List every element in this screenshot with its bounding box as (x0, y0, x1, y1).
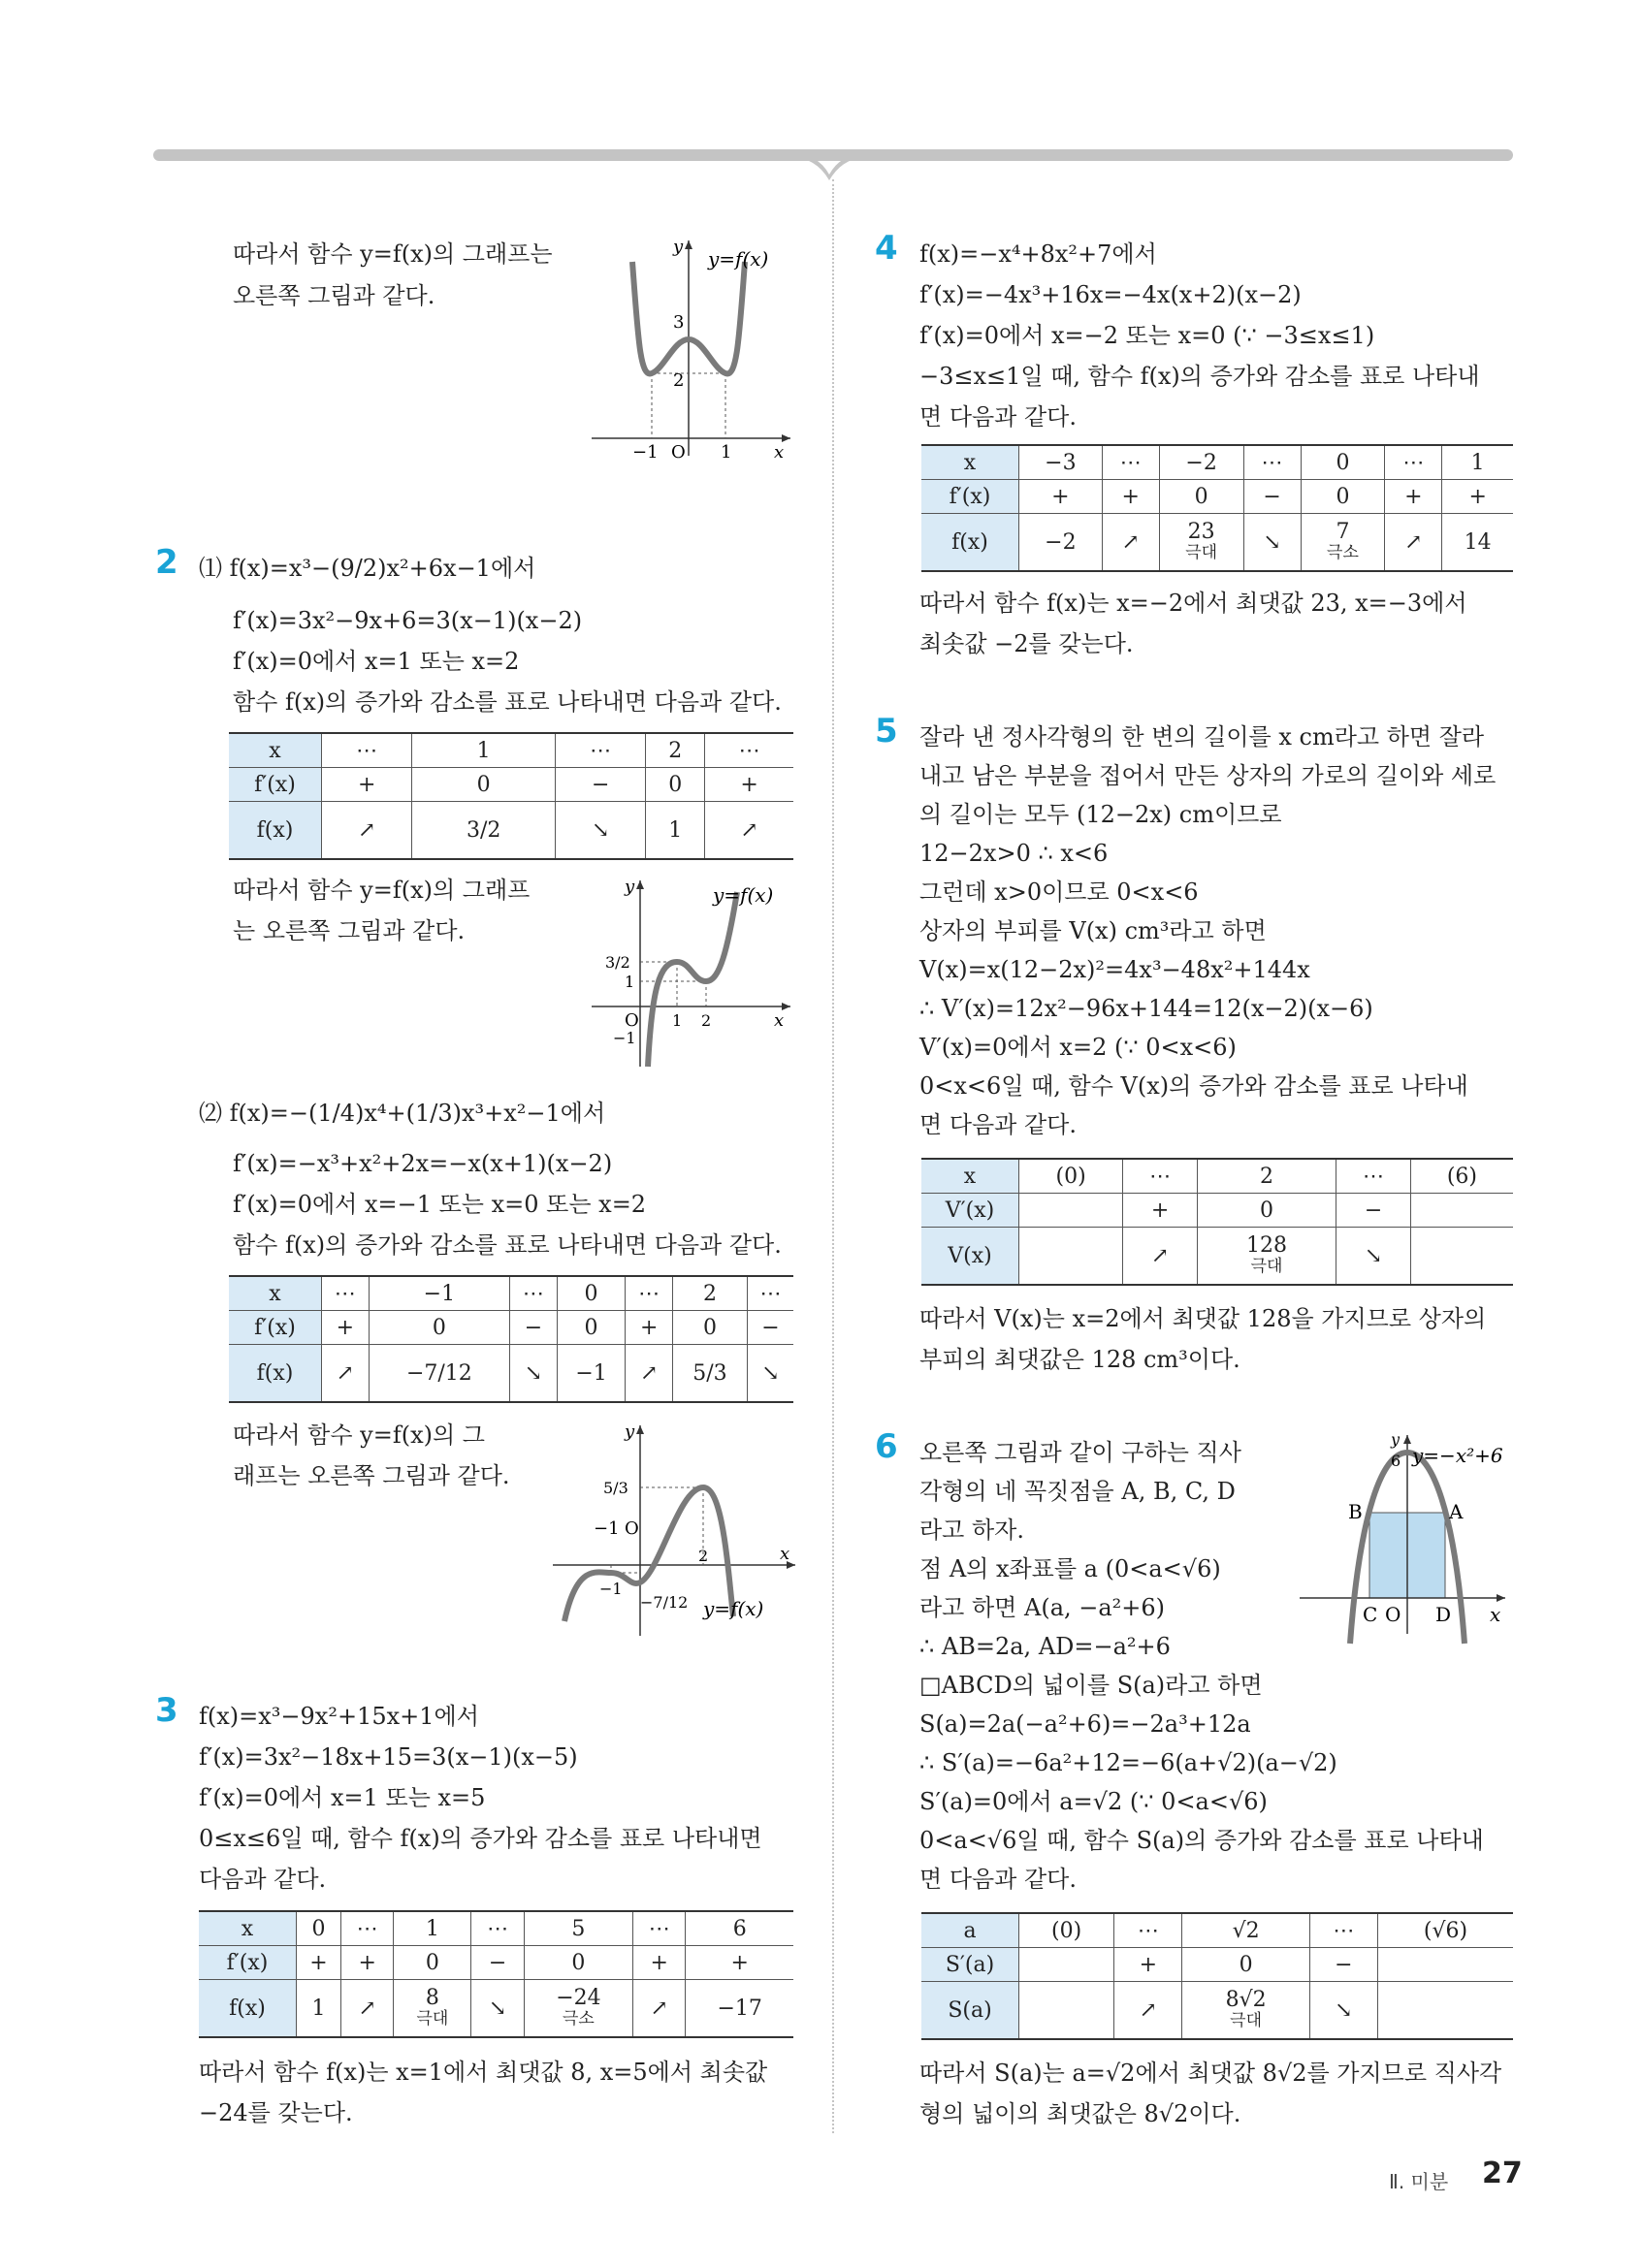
table-cell: ↘ (1336, 1228, 1411, 1286)
table-cell: √2 (1182, 1913, 1309, 1948)
tick-label: 1 (721, 442, 732, 463)
text-line: ∴ AB=2a, AD=−a²+6 (919, 1633, 1171, 1660)
table-cell: −2 (1019, 514, 1103, 572)
text-line: 면 다음과 같다. (919, 1111, 1077, 1138)
table-cell: ↗ (633, 1980, 686, 2038)
footer-section: Ⅱ. 미분 (1389, 2170, 1449, 2193)
table-cell: + (322, 768, 412, 802)
text-line: 그런데 x>0이므로 0<x<6 (919, 878, 1199, 906)
tick-label: 1 (672, 1011, 683, 1030)
table-cell: ⋯ (510, 1276, 558, 1311)
top-bar-notch (790, 145, 868, 180)
table-cell: + (705, 768, 793, 802)
tick-label: −7/12 (640, 1593, 689, 1612)
table-cell: −7/12 (369, 1345, 510, 1403)
text-line: 함수 f(x)의 증가와 감소를 표로 나타내면 다음과 같다. (233, 1231, 782, 1259)
table-cell: 3/2 (412, 802, 556, 860)
table-cell: + (686, 1946, 793, 1980)
table-cell: 0 (557, 1311, 626, 1345)
table-cell: − (556, 768, 646, 802)
tick-label: −1 (599, 1580, 623, 1598)
table-cell (1410, 1194, 1513, 1228)
table-cell: 1 (394, 1911, 471, 1946)
text-line: V(x)=x(12−2x)²=4x³−48x²+144x (919, 956, 1310, 983)
table-cell: f′(x) (921, 480, 1019, 514)
problem-number: 5 (875, 712, 898, 751)
table-cell: −3 (1019, 445, 1103, 480)
text-line: −24를 갖는다. (199, 2099, 353, 2126)
cell-value: 8 (425, 1986, 439, 2010)
tick-label: 5/3 (603, 1479, 628, 1497)
text-line: 따라서 함수 y=f(x)의 그래프는 (233, 240, 553, 268)
text-line: 따라서 V(x)는 x=2에서 최댓값 128을 가지므로 상자의 (919, 1305, 1487, 1332)
table-cell: 0 (1197, 1194, 1336, 1228)
variation-table (229, 732, 793, 860)
tick-label: 2 (673, 370, 685, 391)
table-cell (1410, 1228, 1513, 1286)
text-line: 라고 하면 A(a, −a²+6) (919, 1594, 1166, 1621)
table-cell: ↘ (510, 1345, 558, 1403)
cell-extremum-label: 극소 (1327, 543, 1359, 562)
table-cell: ⋯ (1385, 445, 1442, 480)
tick-label: −1 (594, 1518, 620, 1539)
table-cell: + (297, 1946, 341, 1980)
table-cell: ⋯ (1114, 1913, 1182, 1948)
text-line: 라고 하자. (919, 1517, 1024, 1544)
text-line: 형의 넓이의 최댓값은 8√2이다. (919, 2100, 1241, 2127)
text-line: ∴ S′(a)=−6a²+12=−6(a+√2)(a−√2) (919, 1749, 1337, 1776)
text-line: 점 A의 x좌표를 a (0<a<√6) (919, 1555, 1221, 1582)
table-cell: ↗ (1114, 1982, 1182, 2040)
text-line: ∴ V′(x)=12x²−96x+144=12(x−2)(x−6) (919, 995, 1373, 1022)
table-cell: 6 (686, 1911, 793, 1946)
origin-label: O (625, 1010, 639, 1031)
table-cell (1019, 1228, 1123, 1286)
table-cell: + (1442, 480, 1513, 514)
table-cell (1197, 1228, 1336, 1286)
problem-number: 6 (875, 1427, 898, 1466)
table-cell: ↗ (340, 1980, 393, 2038)
table-cell: 1 (297, 1980, 341, 2038)
text-line: −3≤x≤1일 때, 함수 f(x)의 증가와 감소를 표로 나타내 (919, 363, 1480, 390)
table-cell: f′(x) (199, 1946, 297, 1980)
text-line: 상자의 부피를 V(x) cm³라고 하면 (919, 917, 1267, 944)
tick-label: −1 (632, 442, 659, 463)
origin-label: O (1385, 1603, 1401, 1626)
table-cell: f(x) (199, 1980, 297, 2038)
table-cell: 0 (646, 768, 705, 802)
text-line: f′(x)=0에서 x=1 또는 x=5 (199, 1784, 486, 1811)
text-line: □ABCD의 넓이를 S(a)라고 하면 (919, 1672, 1263, 1699)
table-cell: 5 (524, 1911, 632, 1946)
y-axis-label: y (625, 1421, 635, 1442)
cell-value: −24 (556, 1986, 601, 2010)
text-line: 0<a<√6일 때, 함수 S(a)의 증가와 감소를 표로 나타내 (919, 1827, 1484, 1854)
text-line: 따라서 함수 f(x)는 x=1에서 최댓값 8, x=5에서 최솟값 (199, 2059, 768, 2086)
table-cell: ⋯ (471, 1911, 524, 1946)
curve-label: y=−x²+6 (1412, 1444, 1503, 1467)
table-cell: + (626, 1311, 673, 1345)
text-line: ⑴ f(x)=x³−(9/2)x²+6x−1에서 (199, 555, 536, 582)
tick-label: 6 (1391, 1452, 1401, 1470)
table-cell: f(x) (921, 514, 1019, 572)
table-cell: 0 (394, 1946, 471, 1980)
table-cell: x (229, 733, 322, 768)
table-cell: f′(x) (229, 768, 322, 802)
table-cell: 2 (1197, 1159, 1336, 1194)
cell-extremum-label: 극대 (1230, 2011, 1263, 2030)
table-cell: ↘ (1309, 1982, 1377, 2040)
text-line: 0<x<6일 때, 함수 V(x)의 증가와 감소를 표로 나타내 (919, 1072, 1468, 1100)
variation-table (229, 1275, 793, 1403)
cell-extremum-label: 극대 (1250, 1257, 1283, 1276)
table-cell: 0 (557, 1276, 626, 1311)
text-line: f′(x)=−x³+x²+2x=−x(x+1)(x−2) (233, 1150, 613, 1177)
problem-number: 4 (875, 229, 898, 268)
table-cell: ↗ (626, 1345, 673, 1403)
table-cell: ↘ (1243, 514, 1301, 572)
table-cell: ↘ (471, 1980, 524, 2038)
table-cell: + (1123, 1194, 1198, 1228)
table-cell: 0 (672, 1311, 747, 1345)
table-cell: ⋯ (705, 733, 793, 768)
text-line: f′(x)=3x²−9x+6=3(x−1)(x−2) (233, 607, 583, 634)
table-cell (524, 1980, 632, 2038)
text-line: V′(x)=0에서 x=2 (∵ 0<x<6) (919, 1034, 1237, 1061)
table-cell: ↗ (1385, 514, 1442, 572)
tick-label: 2 (698, 1547, 709, 1565)
table-cell: ↘ (556, 802, 646, 860)
tick-label: 3/2 (605, 953, 630, 972)
cell-extremum-label: 극대 (416, 2009, 449, 2028)
table-cell: + (633, 1946, 686, 1980)
table-cell: + (1019, 480, 1103, 514)
text-line: f′(x)=3x²−18x+15=3(x−1)(x−5) (199, 1743, 578, 1771)
table-cell: x (921, 1159, 1019, 1194)
cell-extremum-label: 극소 (563, 2009, 595, 2028)
table-cell (1377, 1948, 1513, 1982)
text-line: 다음과 같다. (199, 1866, 327, 1893)
table-cell: −2 (1159, 445, 1243, 480)
text-line: f(x)=x³−9x²+15x+1에서 (199, 1703, 479, 1730)
table-cell: + (1114, 1948, 1182, 1982)
variation-table (921, 1912, 1513, 2040)
table-cell: 0 (297, 1911, 341, 1946)
table-cell: ⋯ (556, 733, 646, 768)
table-cell (1301, 514, 1385, 572)
vertex-label-b: B (1348, 1500, 1363, 1523)
cell-extremum-label: 극대 (1185, 543, 1218, 562)
table-cell: (6) (1410, 1159, 1513, 1194)
text-line: f′(x)=0에서 x=1 또는 x=2 (233, 648, 520, 675)
tick-label: 3 (673, 312, 685, 333)
table-cell: ⋯ (626, 1276, 673, 1311)
table-cell: 14 (1442, 514, 1513, 572)
table-cell (1182, 1982, 1309, 2040)
table-cell: ↗ (322, 1345, 370, 1403)
origin-label: O (625, 1518, 639, 1539)
graph-quartic (582, 233, 805, 465)
table-cell: ⋯ (340, 1911, 393, 1946)
table-cell: ⋯ (322, 733, 412, 768)
x-axis-label: x (774, 442, 785, 463)
table-cell: + (1385, 480, 1442, 514)
table-cell: ↘ (747, 1345, 793, 1403)
table-cell: 2 (672, 1276, 747, 1311)
variation-table (199, 1910, 793, 2038)
variation-table (921, 1158, 1513, 1286)
text-line: 12−2x>0 ∴ x<6 (919, 840, 1109, 867)
table-cell: S(a) (921, 1982, 1019, 2040)
text-line: 함수 f(x)의 증가와 감소를 표로 나타내면 다음과 같다. (233, 688, 782, 716)
text-line: 오른쪽 그림과 같다. (233, 282, 435, 309)
table-cell: V(x) (921, 1228, 1019, 1286)
text-line: f′(x)=0에서 x=−2 또는 x=0 (∵ −3≤x≤1) (919, 322, 1375, 349)
table-cell: (0) (1019, 1913, 1114, 1948)
table-cell: 0 (1301, 445, 1385, 480)
text-line: ⑵ f(x)=−(1/4)x⁴+(1/3)x³+x²−1에서 (199, 1100, 606, 1127)
table-cell (1019, 1194, 1123, 1228)
text-line: 면 다음과 같다. (919, 1866, 1077, 1893)
table-cell: a (921, 1913, 1019, 1948)
table-cell: −17 (686, 1980, 793, 2038)
table-cell: 2 (646, 733, 705, 768)
x-axis-label: x (780, 1544, 790, 1564)
vertex-label-a: A (1449, 1500, 1464, 1523)
table-cell: 1 (1442, 445, 1513, 480)
variation-table (921, 444, 1513, 572)
text-line: 면 다음과 같다. (919, 403, 1077, 431)
table-cell (394, 1980, 471, 2038)
text-line: f′(x)=0에서 x=−1 또는 x=0 또는 x=2 (233, 1191, 647, 1218)
table-cell: − (510, 1311, 558, 1345)
text-line: S′(a)=0에서 a=√2 (∵ 0<a<√6) (919, 1788, 1268, 1815)
text-line: 오른쪽 그림과 같이 구하는 직사 (919, 1439, 1241, 1466)
origin-label: O (671, 442, 686, 463)
table-cell: V′(x) (921, 1194, 1019, 1228)
tick-label: 2 (701, 1011, 712, 1030)
table-cell: ⋯ (322, 1276, 370, 1311)
graph-cubic (582, 873, 805, 1076)
y-axis-label: y (1391, 1430, 1401, 1449)
y-axis-label: y (673, 237, 684, 257)
text-line: 의 길이는 모두 (12−2x) cm이므로 (919, 801, 1282, 828)
cell-value: 7 (1336, 520, 1350, 544)
table-cell: f′(x) (229, 1311, 322, 1345)
text-line: S(a)=2a(−a²+6)=−2a³+12a (919, 1710, 1251, 1738)
table-cell: ⋯ (1243, 445, 1301, 480)
problem-number: 2 (155, 543, 178, 582)
text-line: 부피의 최댓값은 128 cm³이다. (919, 1346, 1240, 1373)
y-axis-label: y (625, 877, 635, 897)
table-cell: −1 (369, 1276, 510, 1311)
table-cell: + (322, 1311, 370, 1345)
table-cell: − (1243, 480, 1301, 514)
curve-label: y=f(x) (703, 1597, 764, 1620)
text-line: 내고 남은 부분을 접어서 만든 상자의 가로의 길이와 세로 (919, 762, 1497, 789)
table-cell: (√6) (1377, 1913, 1513, 1948)
table-cell: ⋯ (1336, 1159, 1411, 1194)
text-line: f(x)=−x⁴+8x²+7에서 (919, 240, 1157, 268)
graph-parabola (1290, 1425, 1513, 1648)
table-cell: 0 (369, 1311, 510, 1345)
table-cell: 0 (1182, 1948, 1309, 1982)
table-cell: ⋯ (1309, 1913, 1377, 1948)
x-axis-label: x (774, 1010, 785, 1031)
table-cell: ⋯ (633, 1911, 686, 1946)
table-cell: ↗ (1123, 1228, 1198, 1286)
table-cell: 1 (646, 802, 705, 860)
text-line: f′(x)=−4x³+16x=−4x(x+2)(x−2) (919, 281, 1302, 308)
tick-label: 1 (625, 973, 635, 991)
text-line: 최솟값 −2를 갖는다. (919, 630, 1134, 657)
table-cell (1019, 1982, 1114, 2040)
vertex-label-d: D (1435, 1603, 1452, 1626)
table-cell: ⋯ (1102, 445, 1159, 480)
table-cell: ↗ (705, 802, 793, 860)
table-cell: (0) (1019, 1159, 1123, 1194)
table-cell: x (229, 1276, 322, 1311)
table-cell (1159, 514, 1243, 572)
vertex-label-c: C (1363, 1603, 1378, 1626)
problem-number: 3 (155, 1691, 178, 1730)
table-cell (1377, 1982, 1513, 2040)
table-cell: + (340, 1946, 393, 1980)
table-cell: − (471, 1946, 524, 1980)
table-cell: x (921, 445, 1019, 480)
text-line: 는 오른쪽 그림과 같다. (233, 917, 466, 944)
x-axis-label: x (1490, 1603, 1501, 1626)
table-cell: ⋯ (747, 1276, 793, 1311)
table-cell: − (747, 1311, 793, 1345)
curve-label: y=f(x) (713, 883, 774, 907)
table-cell: ↗ (1102, 514, 1159, 572)
text-line: 잘라 낸 정사각형의 한 변의 길이를 x cm라고 하면 잘라 (919, 723, 1485, 751)
table-cell: 0 (524, 1946, 632, 1980)
table-cell: 0 (412, 768, 556, 802)
table-cell: 1 (412, 733, 556, 768)
text-line: 따라서 함수 f(x)는 x=−2에서 최댓값 23, x=−3에서 (919, 590, 1467, 617)
table-cell: − (1309, 1948, 1377, 1982)
table-cell: 5/3 (672, 1345, 747, 1403)
cell-value: 8√2 (1225, 1988, 1267, 2012)
cell-value: 23 (1187, 520, 1215, 544)
table-cell (1019, 1948, 1114, 1982)
table-cell: f(x) (229, 1345, 322, 1403)
column-divider (832, 179, 834, 2133)
table-cell: ⋯ (1123, 1159, 1198, 1194)
table-cell: + (1102, 480, 1159, 514)
table-cell: x (199, 1911, 297, 1946)
curve-label: y=f(x) (708, 247, 769, 271)
text-line: 따라서 함수 y=f(x)의 그래프 (233, 877, 531, 904)
table-cell: −1 (557, 1345, 626, 1403)
table-cell: S′(a) (921, 1948, 1019, 1982)
table-cell: 0 (1301, 480, 1385, 514)
table-cell: f(x) (229, 802, 322, 860)
table-cell: 0 (1159, 480, 1243, 514)
text-line: 따라서 S(a)는 a=√2에서 최댓값 8√2를 가지므로 직사각 (919, 2060, 1502, 2087)
cell-value: 128 (1246, 1233, 1288, 1258)
text-line: 래프는 오른쪽 그림과 같다. (233, 1462, 510, 1489)
text-line: 따라서 함수 y=f(x)의 그 (233, 1421, 485, 1449)
page-number: 27 (1482, 2156, 1523, 2190)
table-cell: ↗ (322, 802, 412, 860)
graph-quartic-b (543, 1418, 805, 1641)
text-line: 각형의 네 꼭짓점을 A, B, C, D (919, 1478, 1236, 1505)
table-cell: − (1336, 1194, 1411, 1228)
text-line: 0≤x≤6일 때, 함수 f(x)의 증가와 감소를 표로 나타내면 (199, 1825, 762, 1852)
tick-label: −1 (613, 1029, 636, 1047)
